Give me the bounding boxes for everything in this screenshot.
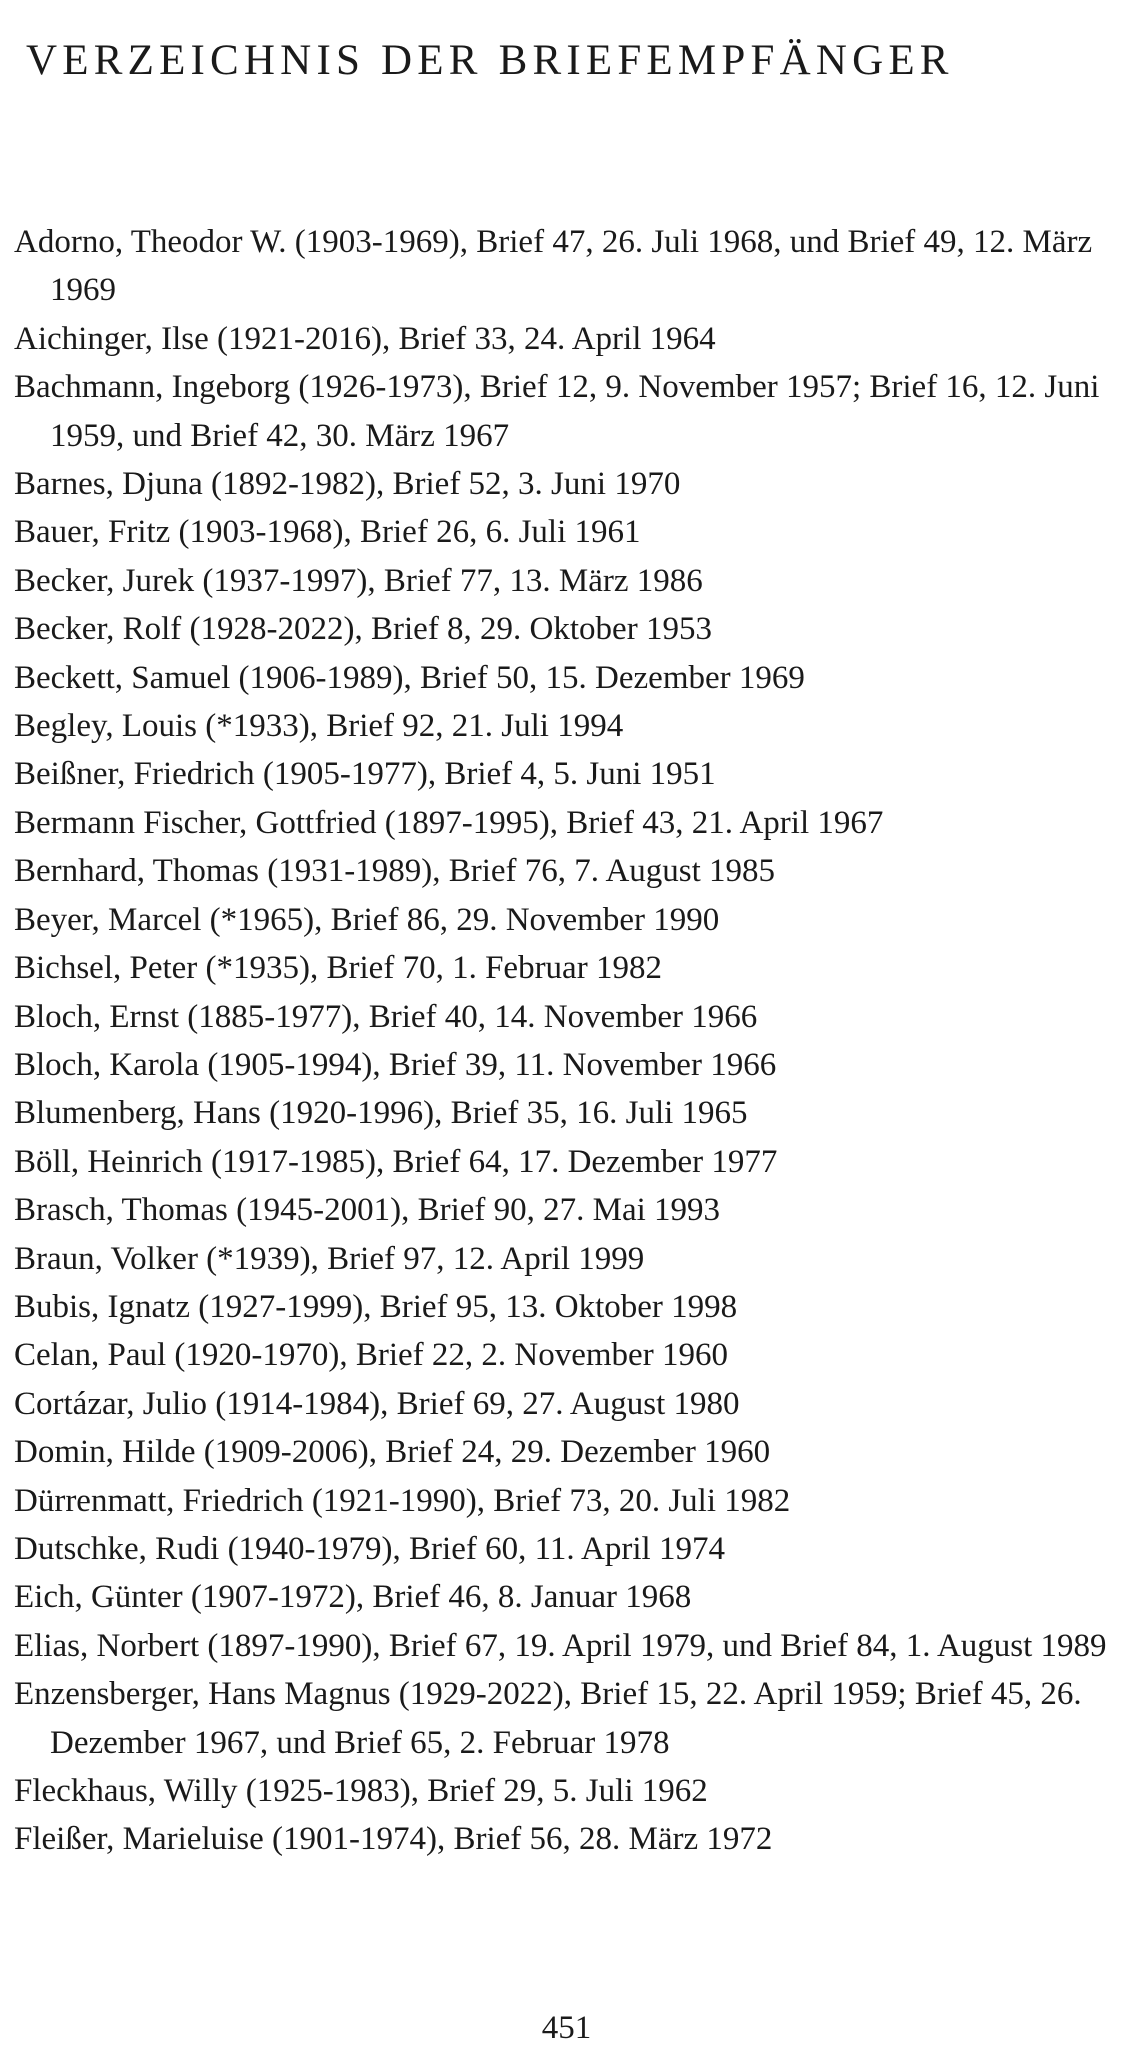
index-entry: Brasch, Thomas (1945-2001), Brief 90, 27. Mai 1993 xyxy=(14,1192,721,1229)
index-entry: Eich, Günter (1907-1972), Brief 46, 8. Januar 1968 xyxy=(14,1579,692,1616)
index-entry: Domin, Hilde (1909-2006), Brief 24, 29. Dezember 1960 xyxy=(14,1434,771,1471)
index-entry: Fleckhaus, Willy (1925-1983), Brief 29, 5. Juli 1962 xyxy=(14,1773,708,1809)
index-entry: Bernhard, Thomas (1931-1989), Brief 76, 7. August 1985 xyxy=(14,853,776,890)
index-entry: Elias, Norbert (1897-1990), Brief 67, 19. April 1979, und Brief 84, 1. August 1989 xyxy=(14,1627,1107,1664)
index-entry: Begley, Louis (*1933), Brief 92, 21. Juli 1994 xyxy=(14,708,624,745)
index-entry: Bermann Fischer, Gottfried (1897-1995), Brief 43, 21. April 1967 xyxy=(14,804,884,841)
index-entry: Celan, Paul (1920-1970), Brief 22, 2. November 1960 xyxy=(14,1337,728,1374)
index-entry: Böll, Heinrich (1917-1985), Brief 64, 17. Dezember 1977 xyxy=(14,1143,778,1180)
index-entry: Braun, Volker (*1939), Brief 97, 12. April 1999 xyxy=(14,1240,645,1277)
index-entry: Beißner, Friedrich (1905-1977), Brief 4, 5. Juni 1951 xyxy=(14,756,716,793)
page-number: 451 xyxy=(541,2010,592,2046)
index-entry: Bubis, Ignatz (1927-1999), Brief 95, 13. Oktober 1998 xyxy=(14,1288,738,1325)
index-entry: Bloch, Karola (1905-1994), Brief 39, 11. November 1966 xyxy=(14,1046,777,1083)
recipient-index-list xyxy=(14,218,1119,1864)
index-entry: Beckett, Samuel (1906-1989), Brief 50, 15. Dezember 1969 xyxy=(14,659,805,696)
index-entry: Blumenberg, Hans (1920-1996), Brief 35, 16. Juli 1965 xyxy=(14,1095,748,1132)
index-entry: Dürrenmatt, Friedrich (1921-1990), Brief 73, 20. Juli 1982 xyxy=(14,1482,791,1519)
index-entry: Cortázar, Julio (1914-1984), Brief 69, 27. August 1980 xyxy=(14,1385,740,1422)
index-entry: Barnes, Djuna (1892-1982), Brief 52, 3. Juni 1970 xyxy=(14,466,681,503)
index-entry: Beyer, Marcel (*1965), Brief 86, 29. November 1990 xyxy=(14,901,720,938)
index-entry: Bichsel, Peter (*1935), Brief 70, 1. Februar 1982 xyxy=(14,950,662,987)
index-entry: Fleißer, Marieluise (1901-1974), Brief 56, 28. März 1972 xyxy=(14,1821,773,1858)
index-entry: Becker, Jurek (1937-1997), Brief 77, 13. März 1986 xyxy=(14,562,703,599)
index-entry: Bloch, Ernst (1885-1977), Brief 40, 14. November 1966 xyxy=(14,998,758,1035)
index-entry: Dutschke, Rudi (1940-1979), Brief 60, 11. April 1974 xyxy=(14,1530,725,1567)
index-entry: Bachmann, Ingeborg (1926-1973), Brief 12, 9. November 1957; Brief 16, 12. Juni 1959, und Brief 42, 30. März 1967 xyxy=(14,369,1100,454)
index-entry: Enzensberger, Hans Magnus (1929-2022), Brief 15, 22. April 1959; Brief 45, 26. Dezember 1967, und Brief 65, 2. Februar 1978 xyxy=(14,1676,1082,1761)
page-title: VERZEICHNIS DER BRIEFEMPFÄNGER xyxy=(26,37,954,84)
index-entry: Aichinger, Ilse (1921-2016), Brief 33, 24. April 1964 xyxy=(14,320,716,357)
index-entry: Adorno, Theodor W. (1903-1969), Brief 47, 26. Juli 1968, und Brief 49, 12. März 1969 xyxy=(14,224,1093,309)
index-entry: Becker, Rolf (1928-2022), Brief 8, 29. Oktober 1953 xyxy=(14,611,712,648)
index-entry: Bauer, Fritz (1903-1968), Brief 26, 6. Juli 1961 xyxy=(14,514,641,551)
